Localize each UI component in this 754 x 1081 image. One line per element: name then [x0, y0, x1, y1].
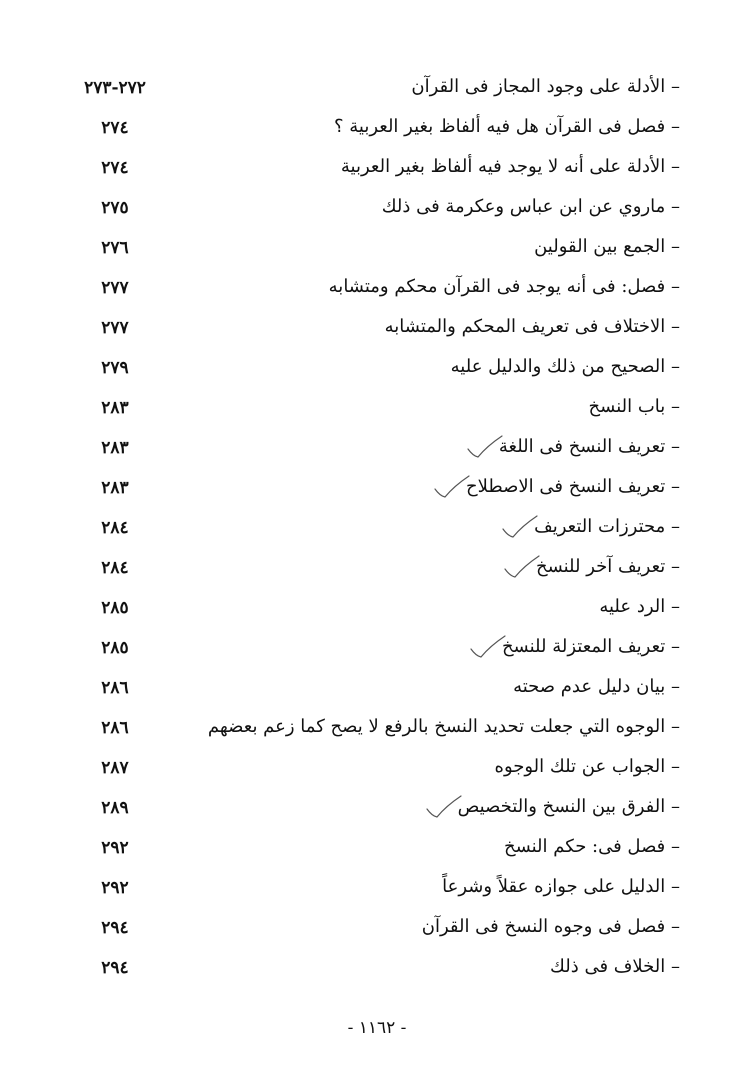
toc-entry-title: – تعريف المعتزلة للنسخ	[501, 636, 680, 657]
toc-entry-title: – تعريف النسخ فى اللغة	[498, 436, 680, 457]
toc-entry	[60, 628, 680, 668]
toc-entry	[60, 108, 680, 148]
toc-entry	[60, 388, 680, 428]
toc-entry-title: – الدليل على جوازه عقلاً وشرعاً	[442, 876, 680, 897]
toc-entry-page-number: ٢٩٢	[101, 878, 129, 898]
toc-entry-title: – فصل فى: حكم النسخ	[503, 836, 680, 857]
toc-entry-page-number: ٢٩٤	[101, 958, 129, 978]
toc-entry-page-number: ٢٨٤	[101, 518, 129, 538]
toc-entry-title: – فصل فى وجوه النسخ فى القرآن	[421, 916, 680, 937]
toc-entry-title: – تعريف آخر للنسخ	[535, 556, 680, 577]
toc-entry-title: – الرد عليه	[599, 596, 680, 617]
toc-entry-page-number: ٢٨٣	[101, 478, 129, 498]
toc-entry	[60, 548, 680, 588]
toc-entry-title: – الخلاف فى ذلك	[550, 956, 680, 977]
handwritten-check-mark-icon	[468, 632, 508, 662]
handwritten-check-mark-icon	[502, 552, 542, 582]
toc-entry	[60, 308, 680, 348]
toc-entry-page-number: ٢٨٩	[101, 798, 129, 818]
toc-entry	[60, 228, 680, 268]
toc-entry-page-number: ٢٧٥	[101, 198, 129, 218]
toc-entry	[60, 428, 680, 468]
toc-entry	[60, 868, 680, 908]
toc-entry-title: – الأدلة على أنه لا يوجد فيه ألفاظ بغير العربية	[340, 156, 680, 177]
toc-entry-page-number: ٢٨٣	[101, 398, 129, 418]
toc-entry	[60, 188, 680, 228]
toc-entry-title: – فصل فى القرآن هل فيه ألفاظ بغير العربية ؟	[333, 116, 680, 137]
toc-entry-title: – الفرق بين النسخ والتخصيص	[457, 796, 680, 817]
toc-entry-title: – محترزات التعريف	[534, 516, 680, 537]
toc-entry	[60, 948, 680, 988]
toc-entry-page-number: ٢٧٧	[101, 278, 129, 298]
toc-entry	[60, 68, 680, 108]
toc-entry-title: – ماروي عن ابن عباس وعكرمة فى ذلك	[381, 196, 680, 217]
toc-entry-page-number: ٢٧٤	[101, 158, 129, 178]
toc-entry	[60, 508, 680, 548]
toc-entry-title: – الاختلاف فى تعريف المحكم والمتشابه	[384, 316, 680, 337]
toc-entry	[60, 468, 680, 508]
toc-entry	[60, 348, 680, 388]
toc-entry-title: – الصحيح من ذلك والدليل عليه	[450, 356, 680, 377]
toc-entry-page-number: ٢٧٤	[101, 118, 129, 138]
toc-entry-page-number: ٢٨٧	[101, 758, 129, 778]
toc-entry	[60, 148, 680, 188]
handwritten-check-mark-icon	[500, 512, 540, 542]
toc-entry-page-number: ٢٨٥	[101, 598, 129, 618]
toc-entry	[60, 908, 680, 948]
toc-entry	[60, 748, 680, 788]
toc-entry-page-number: ٢٧٧	[101, 318, 129, 338]
handwritten-check-mark-icon	[432, 472, 472, 502]
toc-entry-title: – الجمع بين القولين	[534, 236, 680, 257]
toc-entry	[60, 828, 680, 868]
toc-entry	[60, 708, 680, 748]
toc-entry-title: – بيان دليل عدم صحته	[513, 676, 680, 697]
handwritten-check-mark-icon	[424, 792, 464, 822]
toc-entry-title: – باب النسخ	[588, 396, 680, 417]
handwritten-check-mark-icon	[465, 432, 505, 462]
toc-entry-page-number: ٢٧٢-٢٧٣	[84, 78, 146, 98]
toc-entry-page-number: ٢٨٣	[101, 438, 129, 458]
toc-entry-page-number: ٢٨٦	[101, 678, 129, 698]
toc-entry-title: – فصل: فى أنه يوجد فى القرآن محكم ومتشابه	[328, 276, 680, 297]
toc-entry-page-number: ٢٧٩	[101, 358, 129, 378]
toc-entry	[60, 668, 680, 708]
toc-entry-page-number: ٢٧٦	[101, 238, 129, 258]
toc-entry-title: – الوجوه التي جعلت تحديد النسخ بالرفع لا يصح كما زعم بعضهم	[207, 716, 680, 737]
table-of-contents	[60, 68, 680, 988]
page-number-footer: - ١١٦٢ -	[347, 1018, 407, 1038]
toc-entry-page-number: ٢٩٢	[101, 838, 129, 858]
toc-entry-title: – الجواب عن تلك الوجوه	[494, 756, 680, 777]
toc-entry	[60, 788, 680, 828]
toc-entry-title: – تعريف النسخ فى الاصطلاح	[465, 476, 680, 497]
toc-entry	[60, 588, 680, 628]
toc-entry-page-number: ٢٩٤	[101, 918, 129, 938]
toc-entry-page-number: ٢٨٤	[101, 558, 129, 578]
toc-entry	[60, 268, 680, 308]
toc-entry-page-number: ٢٨٦	[101, 718, 129, 738]
toc-entry-page-number: ٢٨٥	[101, 638, 129, 658]
toc-entry-title: – الأدلة على وجود المجاز فى القرآن	[411, 76, 680, 97]
